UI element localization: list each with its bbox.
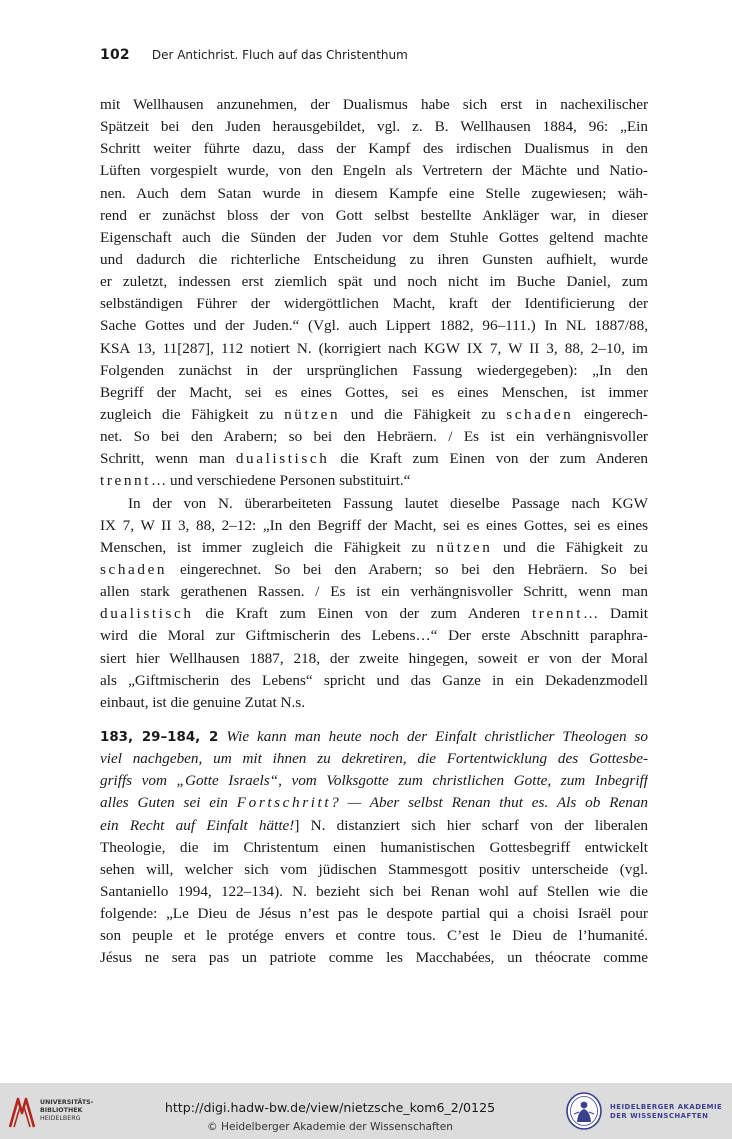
text-segment: und die Fähigkeit zu <box>340 405 507 423</box>
spaced-emphasis: schaden <box>506 405 574 423</box>
spaced-emphasis: nützen <box>284 405 341 423</box>
text-segment: die Kraft zum Einen von der zum Anderen <box>193 605 532 623</box>
text-line: siert hier Wellhausen 1887, 218, der zweite hingegen, soweit er von der Moral <box>100 649 648 667</box>
spaced-emphasis: Fortschritt <box>236 794 332 812</box>
text-line <box>100 448 648 470</box>
hadw-wordmark <box>610 1103 722 1121</box>
text-line: mit Wellhausen anzunehmen, der Dualismus habe sich erst in nachexilischer <box>100 96 648 113</box>
text-line <box>100 815 648 837</box>
text-line: rend er zunächst bloss der von Gott selbst bestellte Ankläger war, in dieser <box>100 206 648 224</box>
text-line <box>100 603 648 625</box>
spaced-emphasis: nützen <box>436 538 493 556</box>
text-line: viel nachgeben, um mit ihnen zu dekretiren, die Fortentwicklung des Gottesbe- <box>100 750 648 768</box>
text-line: und dadurch die richterliche Entscheidung zu ihren Gunsten aufhielt, wurde <box>100 250 648 268</box>
body-text <box>100 94 648 969</box>
text-line <box>100 404 648 426</box>
copyright-notice: © Heidelberger Akademie der Wissenschaften <box>207 1121 453 1133</box>
text-line: KSA 13, 11[287], 112 notiert N. (korrigiert nach KGW IX 7, W II 3, 88, 2–10, im <box>100 339 648 357</box>
text-segment: … Damit <box>583 605 648 623</box>
spaced-emphasis: dualistisch <box>235 450 330 468</box>
text-line: nen. Auch dem Satan wurde in diesem Kampfe eine Stelle zugewiesen; wäh- <box>100 184 648 202</box>
text-line: net. So bei den Arabern; so bei den Hebräern. / Es ist ein verhängnisvoller <box>100 428 648 446</box>
text-segment: Schritt, wenn man <box>100 450 236 468</box>
hadw-line: HEIDELBERGER AKADEMIE <box>610 1103 723 1111</box>
text-segment: Menschen, ist immer zugleich die Fähigkeit zu <box>100 538 437 556</box>
spaced-emphasis: trennt <box>531 605 584 623</box>
text-line <box>100 726 648 748</box>
permalink-url[interactable]: http://digi.hadw-bw.de/view/nietzsche_kom6_2/0125 <box>164 1100 496 1115</box>
text-line <box>100 470 648 492</box>
paragraph-2 <box>100 493 648 714</box>
ub-line: UNIVERSITÄTS- <box>40 1099 94 1106</box>
text-line: Santaniello 1994, 122–134). N. bezieht sich bei Renan wohl auf Stellen wie die <box>100 882 648 900</box>
lemma-reference: 183, 29–184, 2 <box>100 729 219 745</box>
paragraph-1 <box>100 94 648 493</box>
text-segment: die Kraft zum Einen von der zum Anderen <box>329 450 648 468</box>
ub-line: HEIDELBERG <box>40 1115 81 1122</box>
page-number: 102 <box>100 47 130 63</box>
spaced-emphasis: schaden <box>100 560 168 578</box>
hadw-logo[interactable] <box>566 1092 726 1132</box>
text-segment: zugleich die Fähigkeit zu <box>100 405 285 423</box>
text-segment: eingerech- <box>573 405 648 423</box>
text-line: als „Giftmischerin des Lebens“ spricht und das Ganze in ein Dekadenzmodell <box>100 671 648 689</box>
text-line: In der von N. überarbeiteten Fassung lautet dieselbe Passage nach KGW <box>128 494 648 512</box>
text-line: griffs vom „Gotte Israels“, vom Volksgotte zum christlichen Gotte, zum Inbegriff <box>100 772 648 790</box>
running-title: Der Antichrist. Fluch auf das Christenthum <box>151 48 408 62</box>
text-segment: und die Fähigkeit zu <box>492 538 648 556</box>
text-line: sehen will, welcher sich vom jüdischen Stammesgott positiv unterscheide (vgl. <box>100 860 648 878</box>
text-line: Jésus ne sera pas un patriote comme les Macchabées, un théocrate comme <box>100 949 648 967</box>
text-segment: … und verschiedene Personen substituirt.“ <box>151 472 411 490</box>
text-line: Schritt weiter führte dazu, dass der Kampf des irdischen Dualismus in den <box>100 140 648 158</box>
running-head <box>100 44 408 64</box>
text-line: wird die Moral zur Giftmischerin des Lebens…“ Der erste Abschnitt paraphra- <box>100 627 648 645</box>
paragraph-3 <box>100 726 648 970</box>
hadw-line: DER WISSENSCHAFTEN <box>610 1112 709 1120</box>
academy-seal-icon <box>566 1092 602 1130</box>
text-line: Eigenschaft auch die Sünden der Juden vor dem Stuhle Gottes geltend machte <box>100 228 648 246</box>
text-line: Theologie, die im Christentum einen humanistischen Gottesbegriff entwickelt <box>100 838 648 856</box>
paragraph-gap <box>100 714 648 726</box>
spaced-emphasis: dualistisch <box>100 605 194 623</box>
text-line <box>100 559 648 581</box>
text-segment: ? — Aber selbst Renan thut es. Als ob Renan <box>331 794 648 812</box>
text-line: allen stark gerathenen Rassen. / Es ist ein verhängnisvoller Schritt, wenn man <box>100 583 648 601</box>
spaced-emphasis: trennt <box>100 472 152 490</box>
ub-line: BIBLIOTHEK <box>40 1107 83 1114</box>
text-line <box>100 537 648 559</box>
text-segment: alles Guten sei ein <box>100 794 237 812</box>
text-line: Sache Gottes und der Juden.“ (Vgl. auch Lippert 1882, 96–111.) In NL 1887/88, <box>100 317 648 335</box>
text-line: Lüften vorgespielt wurde, von den Engeln als Vertretern der Mächte und Natio- <box>100 162 648 180</box>
text-line <box>100 792 648 814</box>
text-line: folgende: „Le Dieu de Jésus n’est pas le despote partial qui a choisi Israël pour <box>100 905 648 923</box>
text-line: Folgenden zunächst in der ursprünglichen Fassung wiedergegeben): „In den <box>100 361 648 379</box>
text-line: son peuple et le protége envers et contre tous. C’est le Dieu de l’humanité. <box>100 927 648 945</box>
text-line: einbaut, ist die genuine Zutat N.s. <box>100 693 305 711</box>
text-segment: ] N. distanziert sich hier scharf von der liberalen <box>294 816 648 834</box>
text-segment: eingerechnet. So bei den Arabern; so bei den Hebräern. So bei <box>167 560 648 578</box>
text-line: er zuletzt, indessen erst ziemlich spät und noch nicht im Buche Daniel, zum <box>100 273 648 291</box>
text-line: Begriff der Macht, sei es eines Gottes, sei es eines Menschen, ist immer <box>100 383 648 401</box>
lemma-text: Wie kann man heute noch der Einfalt christlicher Theologen so <box>218 727 648 745</box>
text-line: selbständigen Führer der widergöttlichen Macht, kraft der Identificierung der <box>100 295 648 313</box>
text-line: IX 7, W II 3, 88, 2–12: „In den Begriff der Macht, sei es eines Gottes, sei es eines <box>100 516 648 534</box>
text-line: Spätzeit bei den Juden herausgebildet, vgl. z. B. Wellhausen 1884, 96: „Ein <box>100 118 648 136</box>
footer-bar <box>0 1083 732 1139</box>
lemma-text: ein Recht auf Einfalt hätte! <box>100 816 295 834</box>
